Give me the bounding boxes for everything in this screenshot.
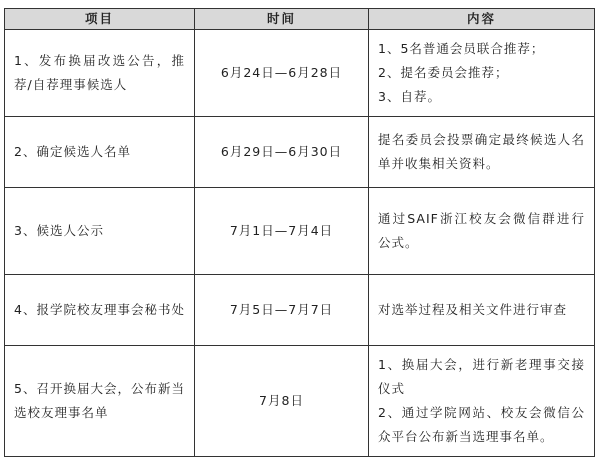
table-row xyxy=(5,346,595,457)
row-time: 7月1日—7月4日 xyxy=(195,188,369,275)
election-schedule-table xyxy=(4,8,595,457)
header-content: 内容 xyxy=(369,9,595,30)
table-row xyxy=(5,188,595,275)
row-content xyxy=(369,346,595,457)
row-item: 4、报学院校友理事会秘书处 xyxy=(5,275,195,346)
row-content xyxy=(369,117,595,188)
content-line: 2、提名委员会推荐； xyxy=(378,65,509,80)
header-item: 项目 xyxy=(5,9,195,30)
content-line: 1、换届大会，进行新老理事交接仪式 xyxy=(378,357,585,396)
content-line: 提名委员会投票确定最终候选人名单并收集相关资料。 xyxy=(378,132,585,171)
content-line: 1、5名普通会员联合推荐； xyxy=(378,41,545,56)
row-time: 7月5日—7月7日 xyxy=(195,275,369,346)
content-line: 3、自荐。 xyxy=(378,89,441,104)
row-item: 2、确定候选人名单 xyxy=(5,117,195,188)
table-row xyxy=(5,275,595,346)
row-time: 6月24日—6月28日 xyxy=(195,30,369,117)
table-header-row xyxy=(5,9,595,30)
content-line: 2、通过学院网站、校友会微信公众平台公布新当选理事名单。 xyxy=(378,405,585,444)
row-item: 5、召开换届大会，公布新当选校友理事名单 xyxy=(5,346,195,457)
row-content xyxy=(369,188,595,275)
row-item: 1、发布换届改选公告，推荐/自荐理事候选人 xyxy=(5,30,195,117)
row-time: 6月29日—6月30日 xyxy=(195,117,369,188)
table-row xyxy=(5,30,595,117)
content-line: 对选举过程及相关文件进行审查 xyxy=(378,302,568,317)
row-content xyxy=(369,30,595,117)
row-item: 3、候选人公示 xyxy=(5,188,195,275)
row-time: 7月8日 xyxy=(195,346,369,457)
content-line: 通过SAIF浙江校友会微信群进行公式。 xyxy=(378,211,585,250)
table-row xyxy=(5,117,595,188)
header-time: 时间 xyxy=(195,9,369,30)
row-content xyxy=(369,275,595,346)
